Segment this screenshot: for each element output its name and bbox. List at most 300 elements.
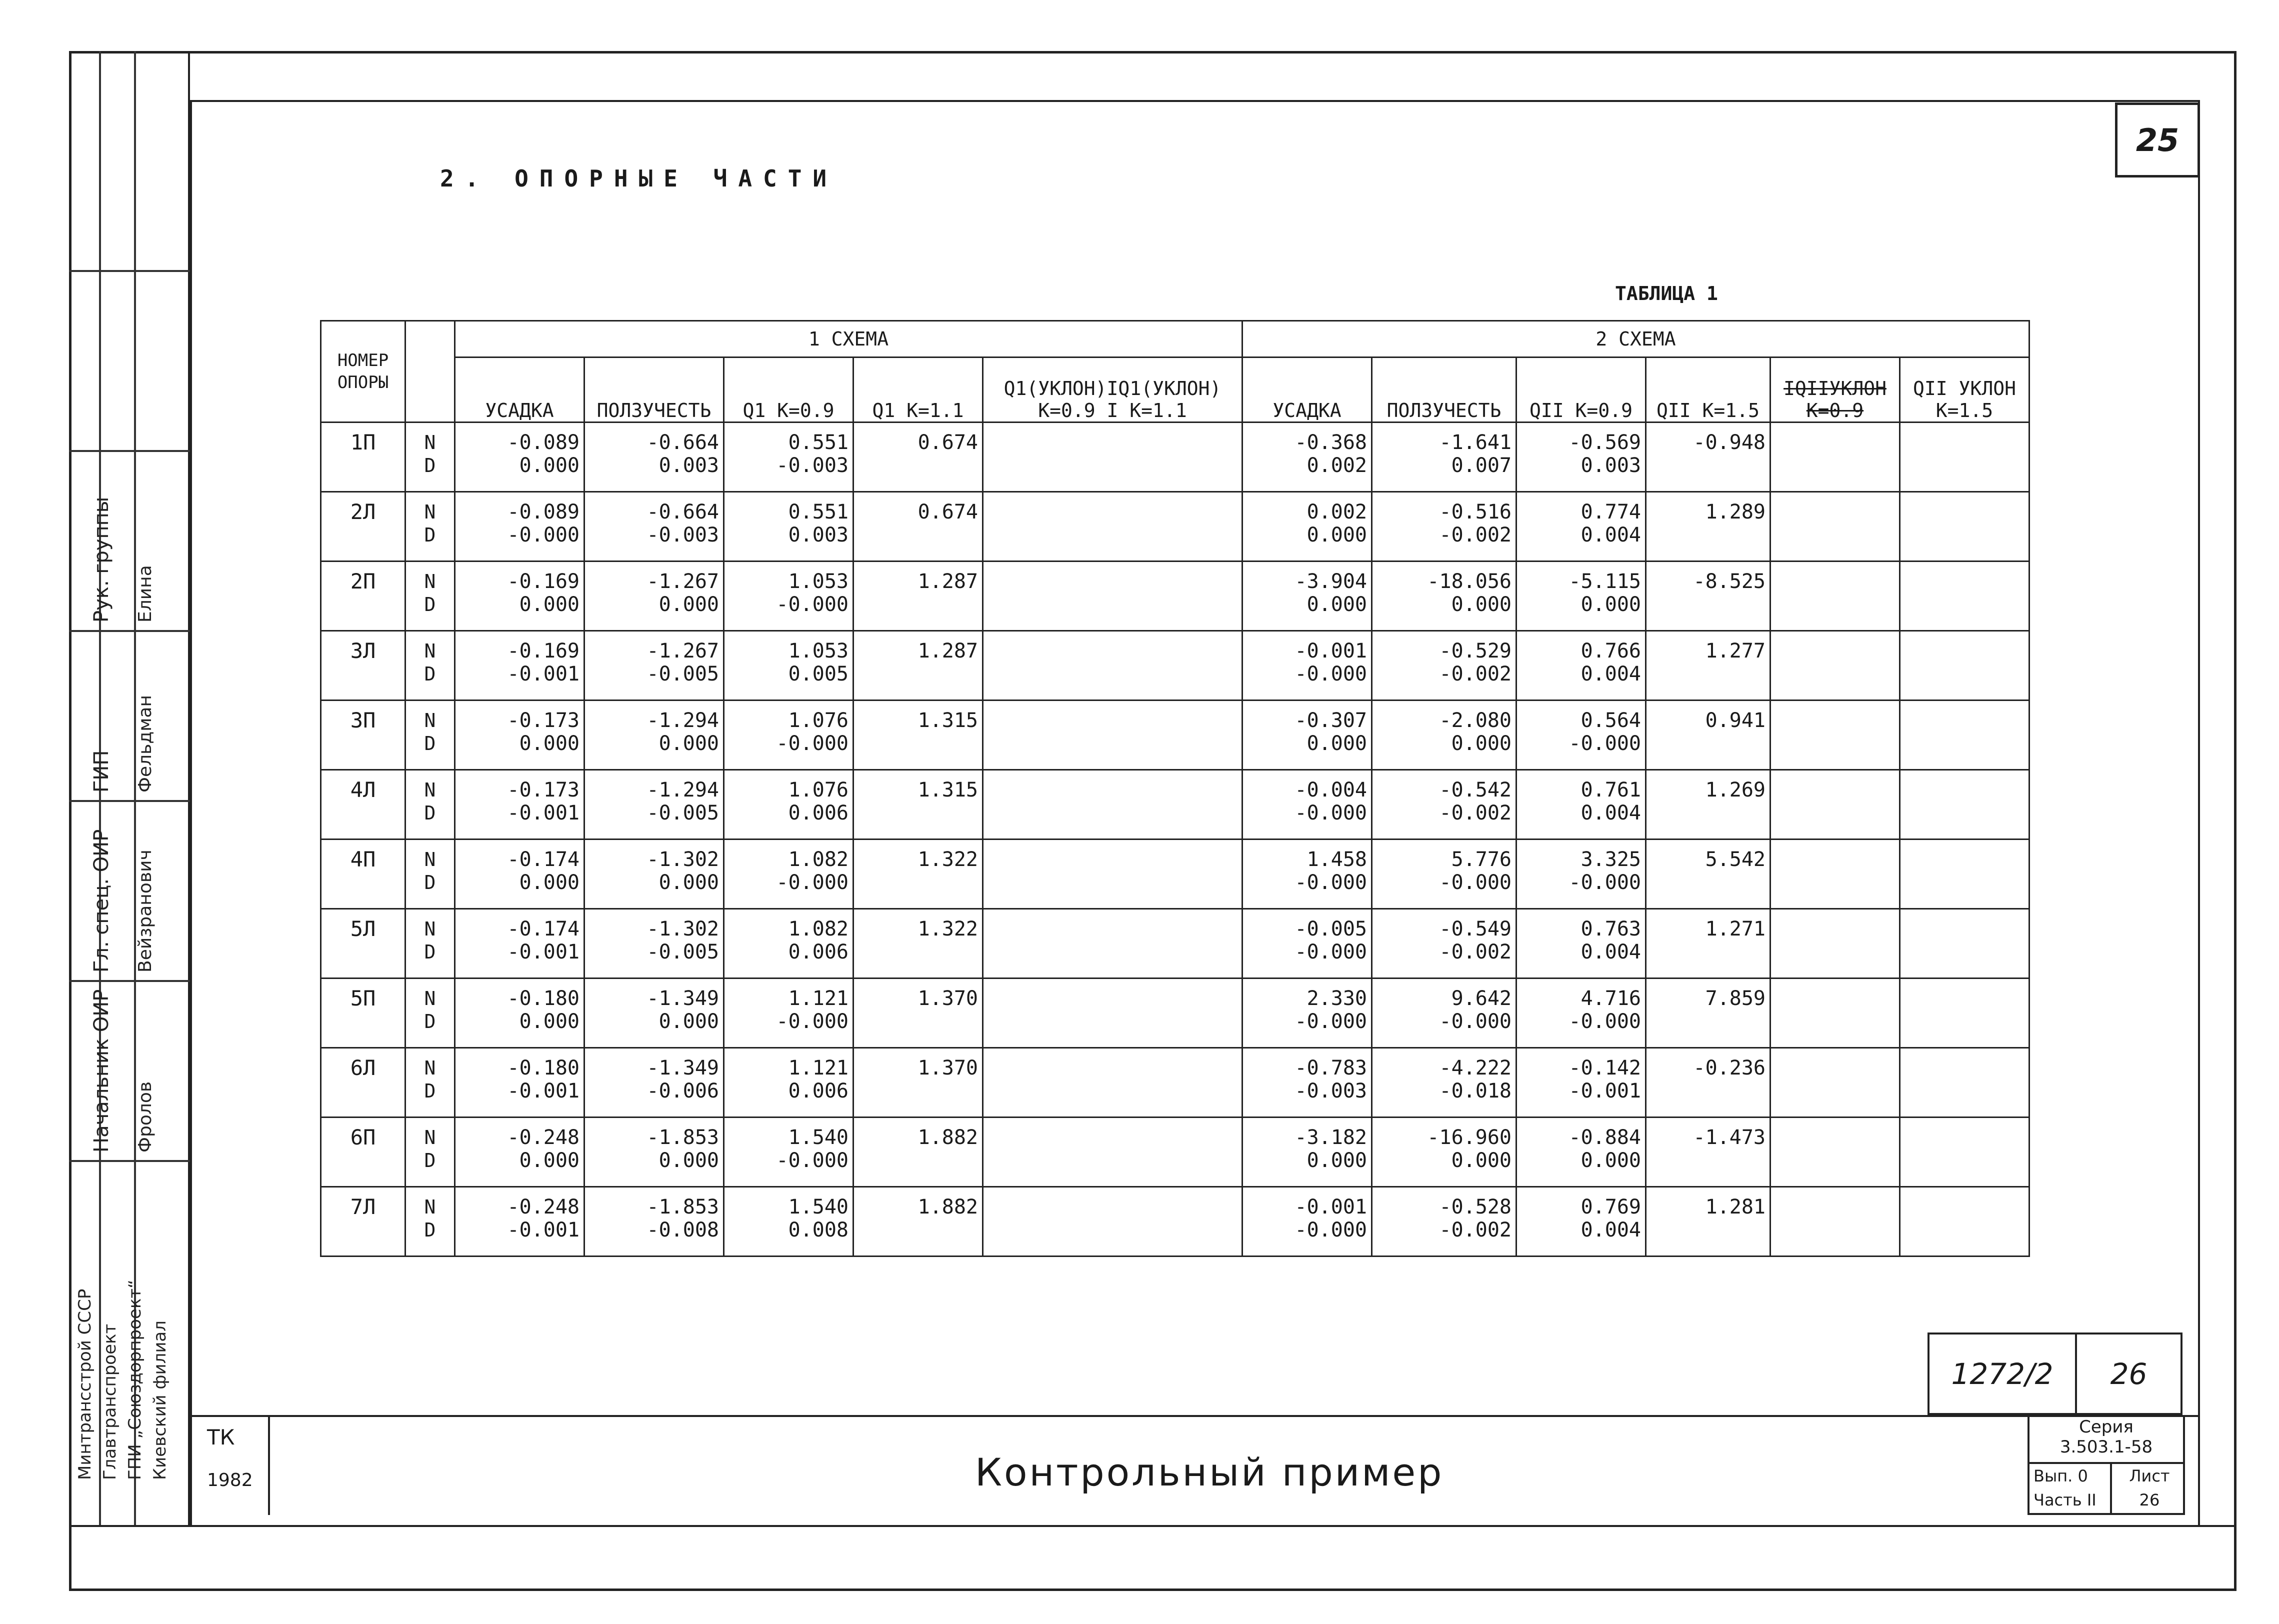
table-cell <box>584 1048 724 1118</box>
cell-value: -0.001 <box>507 662 580 686</box>
cell-value: N <box>424 1126 436 1148</box>
cell-value: -18.056 <box>1427 570 1512 593</box>
cell-value: N <box>424 848 436 870</box>
cell-value: N <box>424 1196 436 1218</box>
cell-value: 0.000 <box>658 871 719 894</box>
table-cell <box>1770 700 1900 770</box>
table-cell <box>584 631 724 700</box>
cell-value: D <box>424 1010 436 1032</box>
cell-value: 0.000 <box>1451 593 1512 616</box>
table-cell <box>1770 840 1900 909</box>
table-cell <box>406 770 455 840</box>
cell-value: 0.002 <box>1306 500 1367 524</box>
table-cell <box>724 840 854 909</box>
table-cell <box>455 1187 584 1256</box>
cell-value: -0.528 <box>1439 1196 1512 1218</box>
table-cell <box>321 1118 406 1187</box>
table-cell <box>1372 492 1516 562</box>
cell-value: 0.000 <box>519 871 580 894</box>
cell-value: 1.370 <box>918 987 978 1010</box>
cell-value: -0.002 <box>1439 802 1512 824</box>
table-cell <box>1242 978 1372 1048</box>
table-cell <box>1242 909 1372 978</box>
table-cell <box>1516 770 1646 840</box>
col-header: УСАДКА <box>1242 358 1372 422</box>
cell-value: D <box>424 454 436 476</box>
cell-value: -0.000 <box>1294 662 1367 686</box>
table-cell <box>724 770 854 840</box>
cell-value: 5.542 <box>1705 848 1766 871</box>
table-cell <box>1900 700 2030 770</box>
table-cell <box>406 562 455 631</box>
cell-value: -0.006 <box>646 1080 719 1102</box>
table-cell <box>1372 631 1516 700</box>
table-cell <box>1242 492 1372 562</box>
strip-separator <box>69 1160 190 1162</box>
table-cell <box>1646 562 1770 631</box>
header-scheme-1: 1 СХЕМА <box>455 321 1242 358</box>
table-cell <box>406 700 455 770</box>
cell-value: -1.473 <box>1693 1126 1766 1149</box>
table-cell <box>455 700 584 770</box>
cell-value: 7Л <box>350 1194 376 1219</box>
cell-value: -0.173 <box>507 778 580 802</box>
col-header: QII УКЛОН K=1.5 <box>1900 358 2030 422</box>
table-cell <box>724 492 854 562</box>
table-cell <box>584 840 724 909</box>
cell-value: -0.783 <box>1294 1056 1367 1080</box>
table-cell <box>854 978 983 1048</box>
cell-value: -0.000 <box>1294 802 1367 824</box>
table-cell <box>1516 840 1646 909</box>
cell-value: 1.289 <box>1705 500 1766 524</box>
cell-value: -0.169 <box>507 640 580 662</box>
table-cell <box>455 840 584 909</box>
cell-value: -0.003 <box>1294 1080 1367 1102</box>
table-cell <box>1646 770 1770 840</box>
cell-value: 0.005 <box>788 662 848 686</box>
table-cell <box>584 1187 724 1256</box>
table-cell <box>1242 1048 1372 1118</box>
cell-value: N <box>424 779 436 801</box>
table-cell <box>1646 422 1770 492</box>
table-cell <box>1242 562 1372 631</box>
cell-value: 1.287 <box>918 570 978 593</box>
cell-value: -0.368 <box>1294 431 1367 454</box>
cell-value: 0.003 <box>788 524 848 546</box>
table-cell <box>1516 631 1646 700</box>
table-cell <box>1242 700 1372 770</box>
col-header: ПОЛЗУЧЕСТЬ <box>1372 358 1516 422</box>
table-cell <box>1372 978 1516 1048</box>
chast-label: Часть II <box>2034 1490 2096 1510</box>
cell-value: 1.322 <box>918 918 978 940</box>
table-cell <box>983 909 1242 978</box>
cell-value: 0.000 <box>1580 593 1641 616</box>
table-cell <box>406 1048 455 1118</box>
table-cell <box>854 700 983 770</box>
table-cell <box>1900 1048 2030 1118</box>
cell-value: -0.000 <box>776 732 848 755</box>
cell-value: -0.169 <box>507 570 580 593</box>
table-cell <box>854 840 983 909</box>
table-cell <box>1900 1187 2030 1256</box>
cell-value: 0.002 <box>1306 454 1367 477</box>
strip-separator <box>69 450 190 452</box>
table-cell <box>724 1048 854 1118</box>
cell-value: D <box>424 802 436 824</box>
cell-value: -0.002 <box>1439 940 1512 964</box>
table-row <box>321 909 2030 978</box>
cell-value: -5.115 <box>1568 570 1641 593</box>
cell-value: -1.641 <box>1439 431 1512 454</box>
table-cell <box>1900 422 2030 492</box>
cell-value: -0.000 <box>1294 1218 1367 1242</box>
org-line: Главтранспроект <box>100 1324 120 1480</box>
cell-value: -0.948 <box>1693 431 1766 454</box>
table-cell <box>724 631 854 700</box>
table-row <box>321 1118 2030 1187</box>
table-cell <box>321 770 406 840</box>
cell-value: 1.540 <box>788 1196 848 1218</box>
table-cell <box>1516 978 1646 1048</box>
table-cell <box>1900 631 2030 700</box>
strip-separator <box>69 630 190 632</box>
sheet-number: 26 <box>2075 1332 2182 1415</box>
cell-value: 4П <box>350 847 376 872</box>
table-cell <box>1372 700 1516 770</box>
cell-value: -0.173 <box>507 709 580 732</box>
table-cell <box>1516 909 1646 978</box>
header-support-number: НОМЕР ОПОРЫ <box>321 321 406 422</box>
series-box <box>2028 1415 2185 1515</box>
cell-value: -0.000 <box>1294 940 1367 964</box>
table-cell <box>1372 1187 1516 1256</box>
strip-separator <box>69 980 190 982</box>
cell-value: 0.007 <box>1451 454 1512 477</box>
col-header: IQIIУКЛОН K=0.9 <box>1770 358 1900 422</box>
cell-value: -0.516 <box>1439 500 1512 524</box>
table-cell <box>406 978 455 1048</box>
table-cell <box>1646 1187 1770 1256</box>
cell-value: -0.001 <box>507 1218 580 1242</box>
cell-value: -0.003 <box>776 454 848 477</box>
table-cell <box>724 562 854 631</box>
table-cell <box>455 1118 584 1187</box>
table-cell <box>983 700 1242 770</box>
cell-value: D <box>424 1219 436 1241</box>
cell-value: -0.000 <box>776 1149 848 1172</box>
cell-value: 0.564 <box>1580 709 1641 732</box>
cell-value: 1.271 <box>1705 918 1766 940</box>
list-label: Лист <box>2129 1466 2170 1486</box>
table-cell <box>1516 1187 1646 1256</box>
table-cell <box>1770 909 1900 978</box>
cell-value: 1.053 <box>788 570 848 593</box>
page-number: 25 <box>2115 102 2200 178</box>
cell-value: 6П <box>350 1125 376 1150</box>
cell-value: 0.766 <box>1580 640 1641 662</box>
table-cell <box>584 700 724 770</box>
cell-value: 0.551 <box>788 431 848 454</box>
table-cell <box>1516 422 1646 492</box>
cell-value: -4.222 <box>1439 1056 1512 1080</box>
cell-value: 0.004 <box>1580 1218 1641 1242</box>
table-cell <box>406 909 455 978</box>
cell-value: -0.664 <box>646 500 719 524</box>
cell-value: -0.005 <box>1294 918 1367 940</box>
table-cell <box>1242 631 1372 700</box>
cell-value: -0.248 <box>507 1126 580 1149</box>
cell-value: 1.315 <box>918 778 978 802</box>
title-block-line <box>69 1525 2236 1527</box>
table-cell <box>1900 840 2030 909</box>
table-cell <box>1770 1118 1900 1187</box>
cell-value: 0.774 <box>1580 500 1641 524</box>
cell-value: 0.004 <box>1580 662 1641 686</box>
cell-value: -0.000 <box>776 1010 848 1033</box>
cell-value: 5.776 <box>1451 848 1512 871</box>
cell-value: 1.882 <box>918 1126 978 1149</box>
cell-value: 0.000 <box>1306 1149 1367 1172</box>
cell-value: -0.000 <box>776 593 848 616</box>
cell-value: 0.008 <box>788 1218 848 1242</box>
table-cell <box>455 492 584 562</box>
tk-label: ТК <box>207 1425 235 1450</box>
title-block-line <box>190 1415 2200 1417</box>
table-cell <box>584 492 724 562</box>
table-row <box>321 422 2030 492</box>
cell-value: N <box>424 918 436 940</box>
table-cell <box>1516 562 1646 631</box>
table-cell <box>854 562 983 631</box>
col-header: УСАДКА <box>455 358 584 422</box>
table-cell <box>321 562 406 631</box>
table-row <box>321 840 2030 909</box>
table-cell <box>1372 1048 1516 1118</box>
table-cell <box>983 562 1242 631</box>
cell-value: -0.001 <box>1294 1196 1367 1218</box>
table-cell <box>854 770 983 840</box>
table-cell <box>406 422 455 492</box>
table-cell <box>455 562 584 631</box>
cell-value: -0.002 <box>1439 1218 1512 1242</box>
table-row <box>321 562 2030 631</box>
cell-value: -3.904 <box>1294 570 1367 593</box>
table-cell <box>1900 1118 2030 1187</box>
table-cell <box>455 631 584 700</box>
table-cell <box>455 909 584 978</box>
table-cell <box>1372 840 1516 909</box>
cell-value: N <box>424 432 436 454</box>
cell-value: 0.000 <box>519 454 580 477</box>
vyp-cell <box>2030 1464 2112 1515</box>
table-cell <box>455 1048 584 1118</box>
table-cell <box>854 1048 983 1118</box>
table-row <box>321 1187 2030 1256</box>
table-cell <box>854 492 983 562</box>
cell-value: 1.540 <box>788 1126 848 1149</box>
name-label: Фролов <box>135 1081 156 1152</box>
cell-value: -1.302 <box>646 918 719 940</box>
cell-value: -1.294 <box>646 778 719 802</box>
cell-value: 1.281 <box>1705 1196 1766 1218</box>
table-cell <box>1900 562 2030 631</box>
cell-value: -0.174 <box>507 848 580 871</box>
cell-value: 0.000 <box>1306 593 1367 616</box>
cell-value: 1П <box>350 430 376 454</box>
table-cell <box>406 1187 455 1256</box>
table-cell <box>983 840 1242 909</box>
cell-value: -0.001 <box>1568 1080 1641 1102</box>
cell-value: 0.003 <box>658 454 719 477</box>
cell-value: -1.267 <box>646 640 719 662</box>
cell-value: -0.005 <box>646 802 719 824</box>
table-cell <box>1770 492 1900 562</box>
cell-value: -0.000 <box>1294 1010 1367 1033</box>
table-cell <box>724 1118 854 1187</box>
header-scheme-2: 2 СХЕМА <box>1242 321 2030 358</box>
cell-value: 0.000 <box>1580 1149 1641 1172</box>
table-cell <box>321 840 406 909</box>
table-cell <box>321 700 406 770</box>
table-cell <box>584 909 724 978</box>
table-cell <box>983 492 1242 562</box>
cell-value: -0.018 <box>1439 1080 1512 1102</box>
tk-box <box>200 1415 270 1515</box>
cell-value: -0.180 <box>507 987 580 1010</box>
table-cell <box>1770 1187 1900 1256</box>
cell-value: 2.330 <box>1306 987 1367 1010</box>
table-cell <box>724 978 854 1048</box>
cell-value: -0.180 <box>507 1056 580 1080</box>
table-cell <box>724 1187 854 1256</box>
org-line: Киевский филиал <box>150 1320 170 1480</box>
cell-value: -0.000 <box>1439 1010 1512 1033</box>
table-cell <box>1242 1187 1372 1256</box>
cell-value: 9.642 <box>1451 987 1512 1010</box>
cell-value: 0.551 <box>788 500 848 524</box>
table-cell <box>1646 1048 1770 1118</box>
cell-value: -0.000 <box>507 524 580 546</box>
cell-value: 4Л <box>350 778 376 802</box>
table-cell <box>584 1118 724 1187</box>
cell-value: 1.287 <box>918 640 978 662</box>
cell-value: 0.000 <box>519 593 580 616</box>
name-label: Елина <box>135 565 156 622</box>
cell-value: D <box>424 1150 436 1172</box>
cell-value: 0.674 <box>918 500 978 524</box>
cell-value: -0.000 <box>1568 732 1641 755</box>
col-header: ПОЛЗУЧЕСТЬ <box>584 358 724 422</box>
cell-value: -1.302 <box>646 848 719 871</box>
table-cell <box>983 770 1242 840</box>
cell-value: 0.000 <box>658 1149 719 1172</box>
table-cell <box>1646 909 1770 978</box>
cell-value: -0.000 <box>776 871 848 894</box>
cell-value: -1.349 <box>646 987 719 1010</box>
cell-value: 0.000 <box>658 1010 719 1033</box>
cell-value: -0.884 <box>1568 1126 1641 1149</box>
cell-value: -0.000 <box>1439 871 1512 894</box>
cell-value: 1.082 <box>788 848 848 871</box>
cell-value: -1.294 <box>646 709 719 732</box>
cell-value: 4.716 <box>1580 987 1641 1010</box>
table-cell <box>724 422 854 492</box>
cell-value: -0.542 <box>1439 778 1512 802</box>
cell-value: D <box>424 872 436 894</box>
cell-value: -0.236 <box>1693 1056 1766 1080</box>
role-label: ГИП <box>90 750 113 792</box>
cell-value: D <box>424 1080 436 1102</box>
table-cell <box>455 978 584 1048</box>
cell-value: -8.525 <box>1693 570 1766 593</box>
list-cell <box>2114 1464 2184 1515</box>
table-cell <box>1646 978 1770 1048</box>
cell-value: -0.664 <box>646 431 719 454</box>
table-cell <box>584 422 724 492</box>
cell-value: N <box>424 1057 436 1079</box>
table-cell <box>983 1118 1242 1187</box>
section-title: 2. ОПОРНЫЕ ЧАСТИ <box>440 165 838 192</box>
cell-value: N <box>424 640 436 662</box>
cell-value: -0.000 <box>1294 871 1367 894</box>
cell-value: 7.859 <box>1705 987 1766 1010</box>
cell-value: 0.674 <box>918 431 978 454</box>
supports-table <box>320 320 2030 1257</box>
cell-value: N <box>424 988 436 1010</box>
cell-value: D <box>424 663 436 685</box>
drawing-code: 1272/2 <box>1928 1332 2075 1415</box>
strip-separator <box>69 270 190 272</box>
cell-value: -0.142 <box>1568 1056 1641 1080</box>
table-cell <box>1770 1048 1900 1118</box>
table-cell <box>1646 631 1770 700</box>
cell-value: 2П <box>350 569 376 594</box>
table-cell <box>1242 770 1372 840</box>
cell-value: -0.001 <box>1294 640 1367 662</box>
table-cell <box>854 631 983 700</box>
cell-value: -0.005 <box>646 662 719 686</box>
vyp-label: Вып. 0 <box>2034 1466 2088 1486</box>
table-cell <box>1770 562 1900 631</box>
table-cell <box>1770 631 1900 700</box>
cell-value: 6Л <box>350 1056 376 1080</box>
col-header: Q1 K=1.1 <box>854 358 983 422</box>
cell-value: 1.458 <box>1306 848 1367 871</box>
year-label: 1982 <box>207 1470 253 1490</box>
table-cell <box>321 1187 406 1256</box>
cell-value: 2Л <box>350 500 376 524</box>
cell-value: -0.000 <box>1568 871 1641 894</box>
role-label: Рук. группы <box>90 496 113 622</box>
series-cell <box>2030 1417 2183 1464</box>
table-cell <box>1372 909 1516 978</box>
table-cell <box>321 422 406 492</box>
table-cell <box>1242 840 1372 909</box>
role-label: Начальник ОИР <box>90 989 113 1152</box>
cell-value: -2.080 <box>1439 709 1512 732</box>
series-value: 3.503.1-58 <box>2060 1437 2153 1457</box>
list-value: 26 <box>2139 1490 2160 1510</box>
org-line: Минтрансстрой СССР <box>75 1288 95 1480</box>
cell-value: -0.001 <box>507 802 580 824</box>
role-label: Гл. спец. ОИР <box>90 829 113 972</box>
cell-value: 0.003 <box>1580 454 1641 477</box>
strip-separator <box>69 800 190 802</box>
cell-value: 0.000 <box>658 732 719 755</box>
cell-value: -1.267 <box>646 570 719 593</box>
